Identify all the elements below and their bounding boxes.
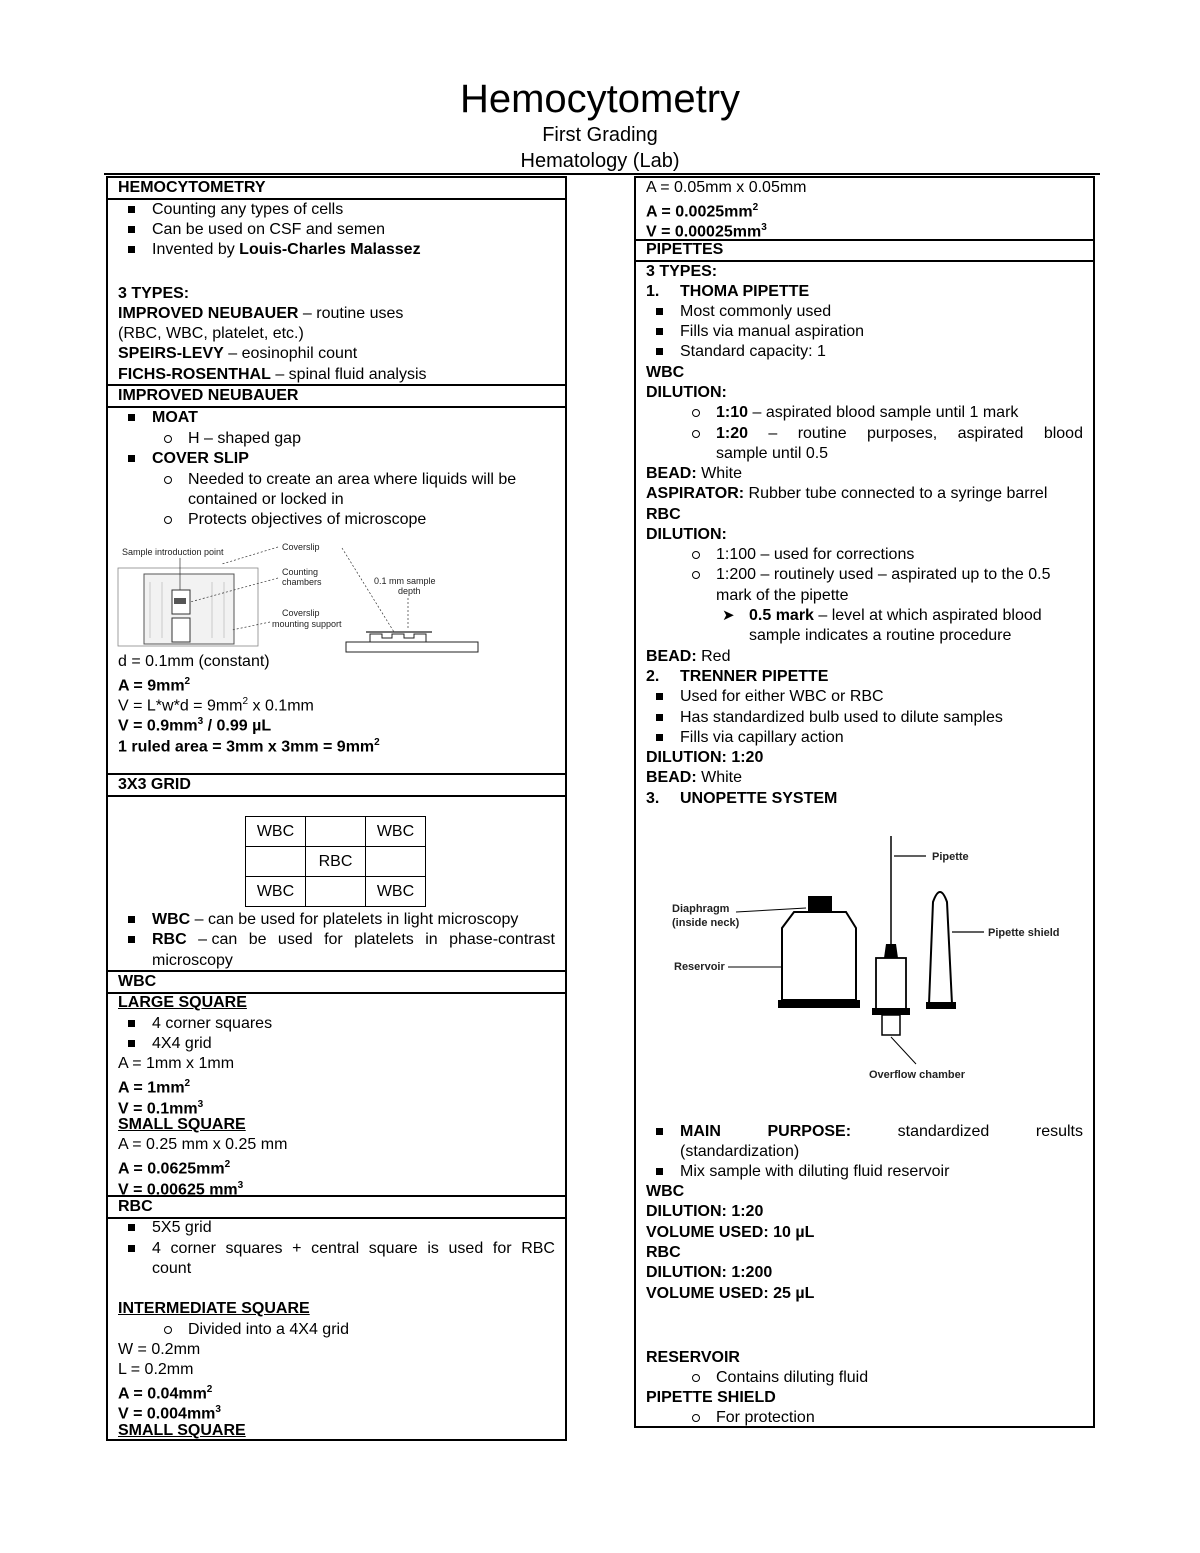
- chamber-grid-top: [174, 598, 186, 604]
- list-subitem-cont: contained or locked in: [188, 491, 344, 508]
- bullet-square-icon: [656, 308, 663, 315]
- bullet-circle-icon: [164, 516, 172, 524]
- bead-white: BEAD: White: [646, 769, 743, 786]
- list-item: 5X5 grid: [118, 1218, 555, 1238]
- list-subitem: 1:200 – routinely used – aspirated up to the 0.5: [646, 565, 1083, 585]
- list-subsubitem-cont: sample indicates a routine procedure: [749, 627, 1012, 644]
- list-item: Mix sample with diluting fluid reservoir: [646, 1162, 1083, 1182]
- formula-volume-result: $V = 0.9mm^3 / 0.99$ µL: [118, 716, 272, 735]
- hemocytometer-diagram: [112, 538, 482, 658]
- bead-white: BEAD: White: [646, 465, 743, 482]
- list-subitem: Divided into a 4X4 grid: [118, 1320, 555, 1340]
- list-item: [118, 1239, 555, 1259]
- list-item-cont: microscopy: [152, 952, 233, 969]
- label-diaphragm-1: Diaphragm: [672, 903, 730, 915]
- label-pipette-shield-head: PIPETTE SHIELD: [646, 1389, 776, 1406]
- grid-3x3-table: [245, 816, 426, 907]
- label-diaphragm-2: (inside neck): [672, 917, 740, 929]
- list-subitem: Needed to create an area where liquids will be: [118, 470, 555, 490]
- page-subtitle-course: Hematology (Lab): [520, 150, 680, 172]
- label-overflow-chamber: Overflow chamber: [869, 1069, 965, 1081]
- list-item-cover-slip: COVER SLIP: [118, 449, 555, 469]
- overflow-chamber-body: [876, 958, 906, 1010]
- bead-red: BEAD: Red: [646, 648, 731, 665]
- label-pipette: Pipette: [932, 851, 969, 863]
- bullet-square-icon: [128, 1040, 135, 1047]
- page-subtitle-grading: First Grading: [542, 124, 658, 146]
- formula-line: $A = 0.0625mm^2$: [118, 1159, 231, 1178]
- list-subitem: H – shaped gap: [118, 429, 555, 449]
- formula-line: $V = 0.1mm^3$: [118, 1099, 204, 1118]
- dilution-line: DILUTION: 1:200: [646, 1264, 773, 1281]
- bullet-square-icon: [128, 936, 135, 943]
- list-item: Fills via manual aspiration: [646, 322, 1083, 342]
- table-row: [246, 847, 426, 877]
- formula-line: A = 1mm x 1mm: [118, 1055, 235, 1072]
- bullet-circle-icon: [164, 435, 172, 443]
- bullet-circle-icon: [164, 1326, 172, 1334]
- list-item: Used for either WBC or RBC: [646, 687, 1083, 707]
- section-head-pipettes: PIPETTES: [646, 241, 724, 258]
- justified-line: RBC – can be used for platelets in phase-contrast: [152, 931, 555, 948]
- table-cell: WBC: [366, 817, 426, 847]
- justified-line: 1:20 – routine purposes, aspirated blood: [716, 425, 1083, 442]
- label-sample-introduction: Sample introduction point: [122, 547, 224, 557]
- table-cell: [246, 847, 306, 877]
- list-item: 4X4 grid: [118, 1034, 555, 1054]
- bullet-square-icon: [128, 206, 135, 213]
- bullet-square-icon: [656, 734, 663, 741]
- bullet-square-icon: [128, 455, 135, 462]
- section-head-rbc: RBC: [118, 1198, 153, 1215]
- bullet-circle-icon: [164, 476, 172, 484]
- bullet-square-icon: [128, 1224, 135, 1231]
- subhead-large-square: LARGE SQUARE: [118, 994, 247, 1011]
- types-label: 3 TYPES:: [646, 263, 718, 280]
- bullet-square-icon: [656, 1128, 663, 1135]
- bullet-circle-icon: [692, 1414, 700, 1422]
- label-reservoir-head: RESERVOIR: [646, 1349, 740, 1366]
- bullet-square-icon: [128, 414, 135, 421]
- left-column: [106, 176, 567, 1441]
- overflow-chamber-ring: [872, 1008, 910, 1015]
- list-item: Can be used on CSF and semen: [118, 220, 555, 240]
- numbered-item-thoma: 1. THOMA PIPETTE: [646, 283, 810, 300]
- types-label: 3 TYPES:: [118, 285, 190, 302]
- label-mount-1: Coverslip: [282, 608, 320, 618]
- formula-line: A = 0.05mm x 0.05mm: [646, 179, 807, 196]
- counting-chamber-bottom: [172, 618, 190, 642]
- pipette-bulb-top: [884, 944, 898, 958]
- list-item: WBC – can be used for platelets in light microscopy: [118, 910, 555, 930]
- bullet-circle-icon: [692, 551, 700, 559]
- formula-line: V = 0.00625 $mm^3$: [118, 1180, 244, 1199]
- section-head-hemocytometry: HEMOCYTOMETRY: [118, 179, 266, 196]
- list-subitem: 1:100 – used for corrections: [646, 545, 1083, 565]
- label-coverslip: Coverslip: [282, 542, 320, 552]
- formula-depth: d = 0.1mm (constant): [118, 653, 270, 670]
- list-item: Standard capacity: 1: [646, 342, 1083, 362]
- reservoir-base: [778, 1000, 860, 1008]
- header-rule: [104, 173, 1100, 175]
- divider: [108, 795, 565, 797]
- leader-line: [891, 1037, 916, 1064]
- type-improved-neubauer-cont: (RBC, WBC, platelet, etc.): [118, 325, 304, 342]
- bullet-square-icon: [656, 1168, 663, 1175]
- label-counting-1: Counting: [282, 567, 319, 577]
- formula-volume: $V = L*w*d = 9mm^2$ x 0.1mm: [118, 696, 314, 715]
- list-subitem-cont: mark of the pipette: [716, 587, 849, 604]
- dilution-line: DILUTION: 1:20: [646, 749, 764, 766]
- formula-line: L = 0.2mm: [118, 1361, 194, 1378]
- volume-line: VOLUME USED: 10 µL: [646, 1224, 815, 1241]
- table-cell: WBC: [246, 877, 306, 907]
- formula-ruled-area: 1 ruled area = 3mm x $3mm = 9mm^2$: [118, 737, 380, 756]
- label-pipette-shield: Pipette shield: [988, 927, 1060, 939]
- table-cell: [306, 877, 366, 907]
- table-cell: WBC: [246, 817, 306, 847]
- label-rbc: RBC: [646, 506, 681, 523]
- label-dilution: DILUTION:: [646, 384, 727, 401]
- list-item: Counting any types of cells: [118, 200, 555, 220]
- pipette-shield-shape: [929, 892, 952, 1004]
- section-head-3x3-grid: 3X3 GRID: [118, 776, 191, 793]
- aspirator-line: ASPIRATOR: Rubber tube connected to a syringe barrel: [646, 485, 1048, 502]
- list-item: Most commonly used: [646, 302, 1083, 322]
- bullet-square-icon: [128, 916, 135, 923]
- reservoir-bottle: [782, 912, 856, 1000]
- formula-line: $A = 0.04mm^2$: [118, 1384, 213, 1403]
- slide-side-view: [346, 642, 478, 652]
- pipette-shield-base: [926, 1002, 956, 1009]
- formula-line: A = 0.25 mm x 0.25 mm: [118, 1136, 288, 1153]
- label-depth-2: depth: [398, 586, 421, 596]
- label-rbc: RBC: [646, 1244, 681, 1261]
- bullet-square-icon: [128, 246, 135, 253]
- arrow-bullet-icon: ➤: [722, 607, 735, 624]
- volume-line: VOLUME USED: 25 µL: [646, 1285, 815, 1302]
- table-cell: WBC: [366, 877, 426, 907]
- list-item: [646, 1122, 1083, 1142]
- list-subitem: Protects objectives of microscope: [118, 510, 555, 530]
- type-fichs-rosenthal: FICHS-ROSENTHAL – spinal fluid analysis: [118, 366, 427, 383]
- list-subitem-cont: sample until 0.5: [716, 445, 829, 462]
- bullet-square-icon: [656, 348, 663, 355]
- table-row: [246, 817, 426, 847]
- numbered-item-trenner: 2. TRENNER PIPETTE: [646, 668, 829, 685]
- formula-area: $A = 9mm^2$: [118, 676, 191, 695]
- bullet-square-icon: [656, 693, 663, 700]
- dilution-line: DILUTION: 1:20: [646, 1203, 764, 1220]
- subhead-intermediate-square: INTERMEDIATE SQUARE: [118, 1300, 310, 1317]
- label-wbc: WBC: [646, 1183, 685, 1200]
- justified-line: MAIN PURPOSE: standardized results: [680, 1123, 1083, 1140]
- bullet-circle-icon: [692, 571, 700, 579]
- list-subitem: For protection: [646, 1408, 1083, 1428]
- section-head-wbc: WBC: [118, 973, 157, 990]
- formula-line: W = 0.2mm: [118, 1341, 201, 1358]
- bullet-circle-icon: [692, 409, 700, 417]
- leader-line: [232, 622, 270, 630]
- bullet-square-icon: [656, 714, 663, 721]
- label-reservoir: Reservoir: [674, 961, 725, 973]
- list-item-cont: (standardization): [680, 1143, 800, 1160]
- bullet-square-icon: [128, 1020, 135, 1027]
- section-head-improved-neubauer: IMPROVED NEUBAUER: [118, 387, 299, 404]
- bullet-circle-icon: [692, 1374, 700, 1382]
- bullet-square-icon: [128, 1245, 135, 1252]
- right-column: [634, 176, 1095, 1428]
- label-wbc: WBC: [646, 364, 685, 381]
- formula-line: $V = 0.00025mm^3$: [646, 222, 767, 241]
- list-subitem: [646, 424, 1083, 444]
- formula-line: $A = 0.0025mm^2$: [646, 202, 759, 221]
- label-mount-2: mounting support: [272, 619, 342, 629]
- justified-line: 4 corner squares + central square is used for RBC: [152, 1240, 555, 1257]
- list-item-moat: MOAT: [118, 408, 555, 428]
- list-subitem: Contains diluting fluid: [646, 1368, 1083, 1388]
- label-counting-2: chambers: [282, 577, 322, 587]
- formula-line: $A = 1mm^2$: [118, 1078, 191, 1097]
- list-item: 4 corner squares: [118, 1014, 555, 1034]
- page-title: Hemocytometry: [459, 77, 741, 121]
- numbered-item-unopette: 3. UNOPETTE SYSTEM: [646, 790, 838, 807]
- list-subsubitem: ➤ 0.5 mark – level at which aspirated blood: [722, 607, 1042, 624]
- table-row: [246, 877, 426, 907]
- table-cell: [306, 817, 366, 847]
- reservoir-cap: [808, 896, 832, 912]
- list-subitem: 1:10 – aspirated blood sample until 1 mark: [646, 403, 1083, 423]
- type-speirs-levy: SPEIRS-LEVY – eosinophil count: [118, 345, 358, 362]
- label-depth-1: 0.1 mm sample: [374, 576, 436, 586]
- bullet-square-icon: [128, 226, 135, 233]
- label-dilution: DILUTION:: [646, 526, 727, 543]
- overflow-chamber-tip: [882, 1015, 900, 1035]
- chamber-profile: [370, 634, 426, 642]
- list-item-cont: count: [152, 1260, 192, 1277]
- type-improved-neubauer: IMPROVED NEUBAUER – routine uses: [118, 305, 404, 322]
- table-cell: RBC: [306, 847, 366, 877]
- unopette-diagram: [666, 832, 1086, 1082]
- leader-line: [342, 548, 394, 632]
- subhead-small-square: SMALL SQUARE: [118, 1116, 246, 1133]
- list-item: Fills via capillary action: [646, 728, 1083, 748]
- formula-line: $V = 0.004mm^3$: [118, 1404, 221, 1423]
- bullet-square-icon: [656, 328, 663, 335]
- list-item: [118, 930, 555, 950]
- bullet-circle-icon: [692, 430, 700, 438]
- list-item: Invented by Louis-Charles Malassez: [118, 240, 555, 260]
- subhead-small-square: SMALL SQUARE: [118, 1422, 246, 1439]
- table-cell: [366, 847, 426, 877]
- list-item: Has standardized bulb used to dilute samples: [646, 708, 1083, 728]
- leader-line: [222, 547, 278, 564]
